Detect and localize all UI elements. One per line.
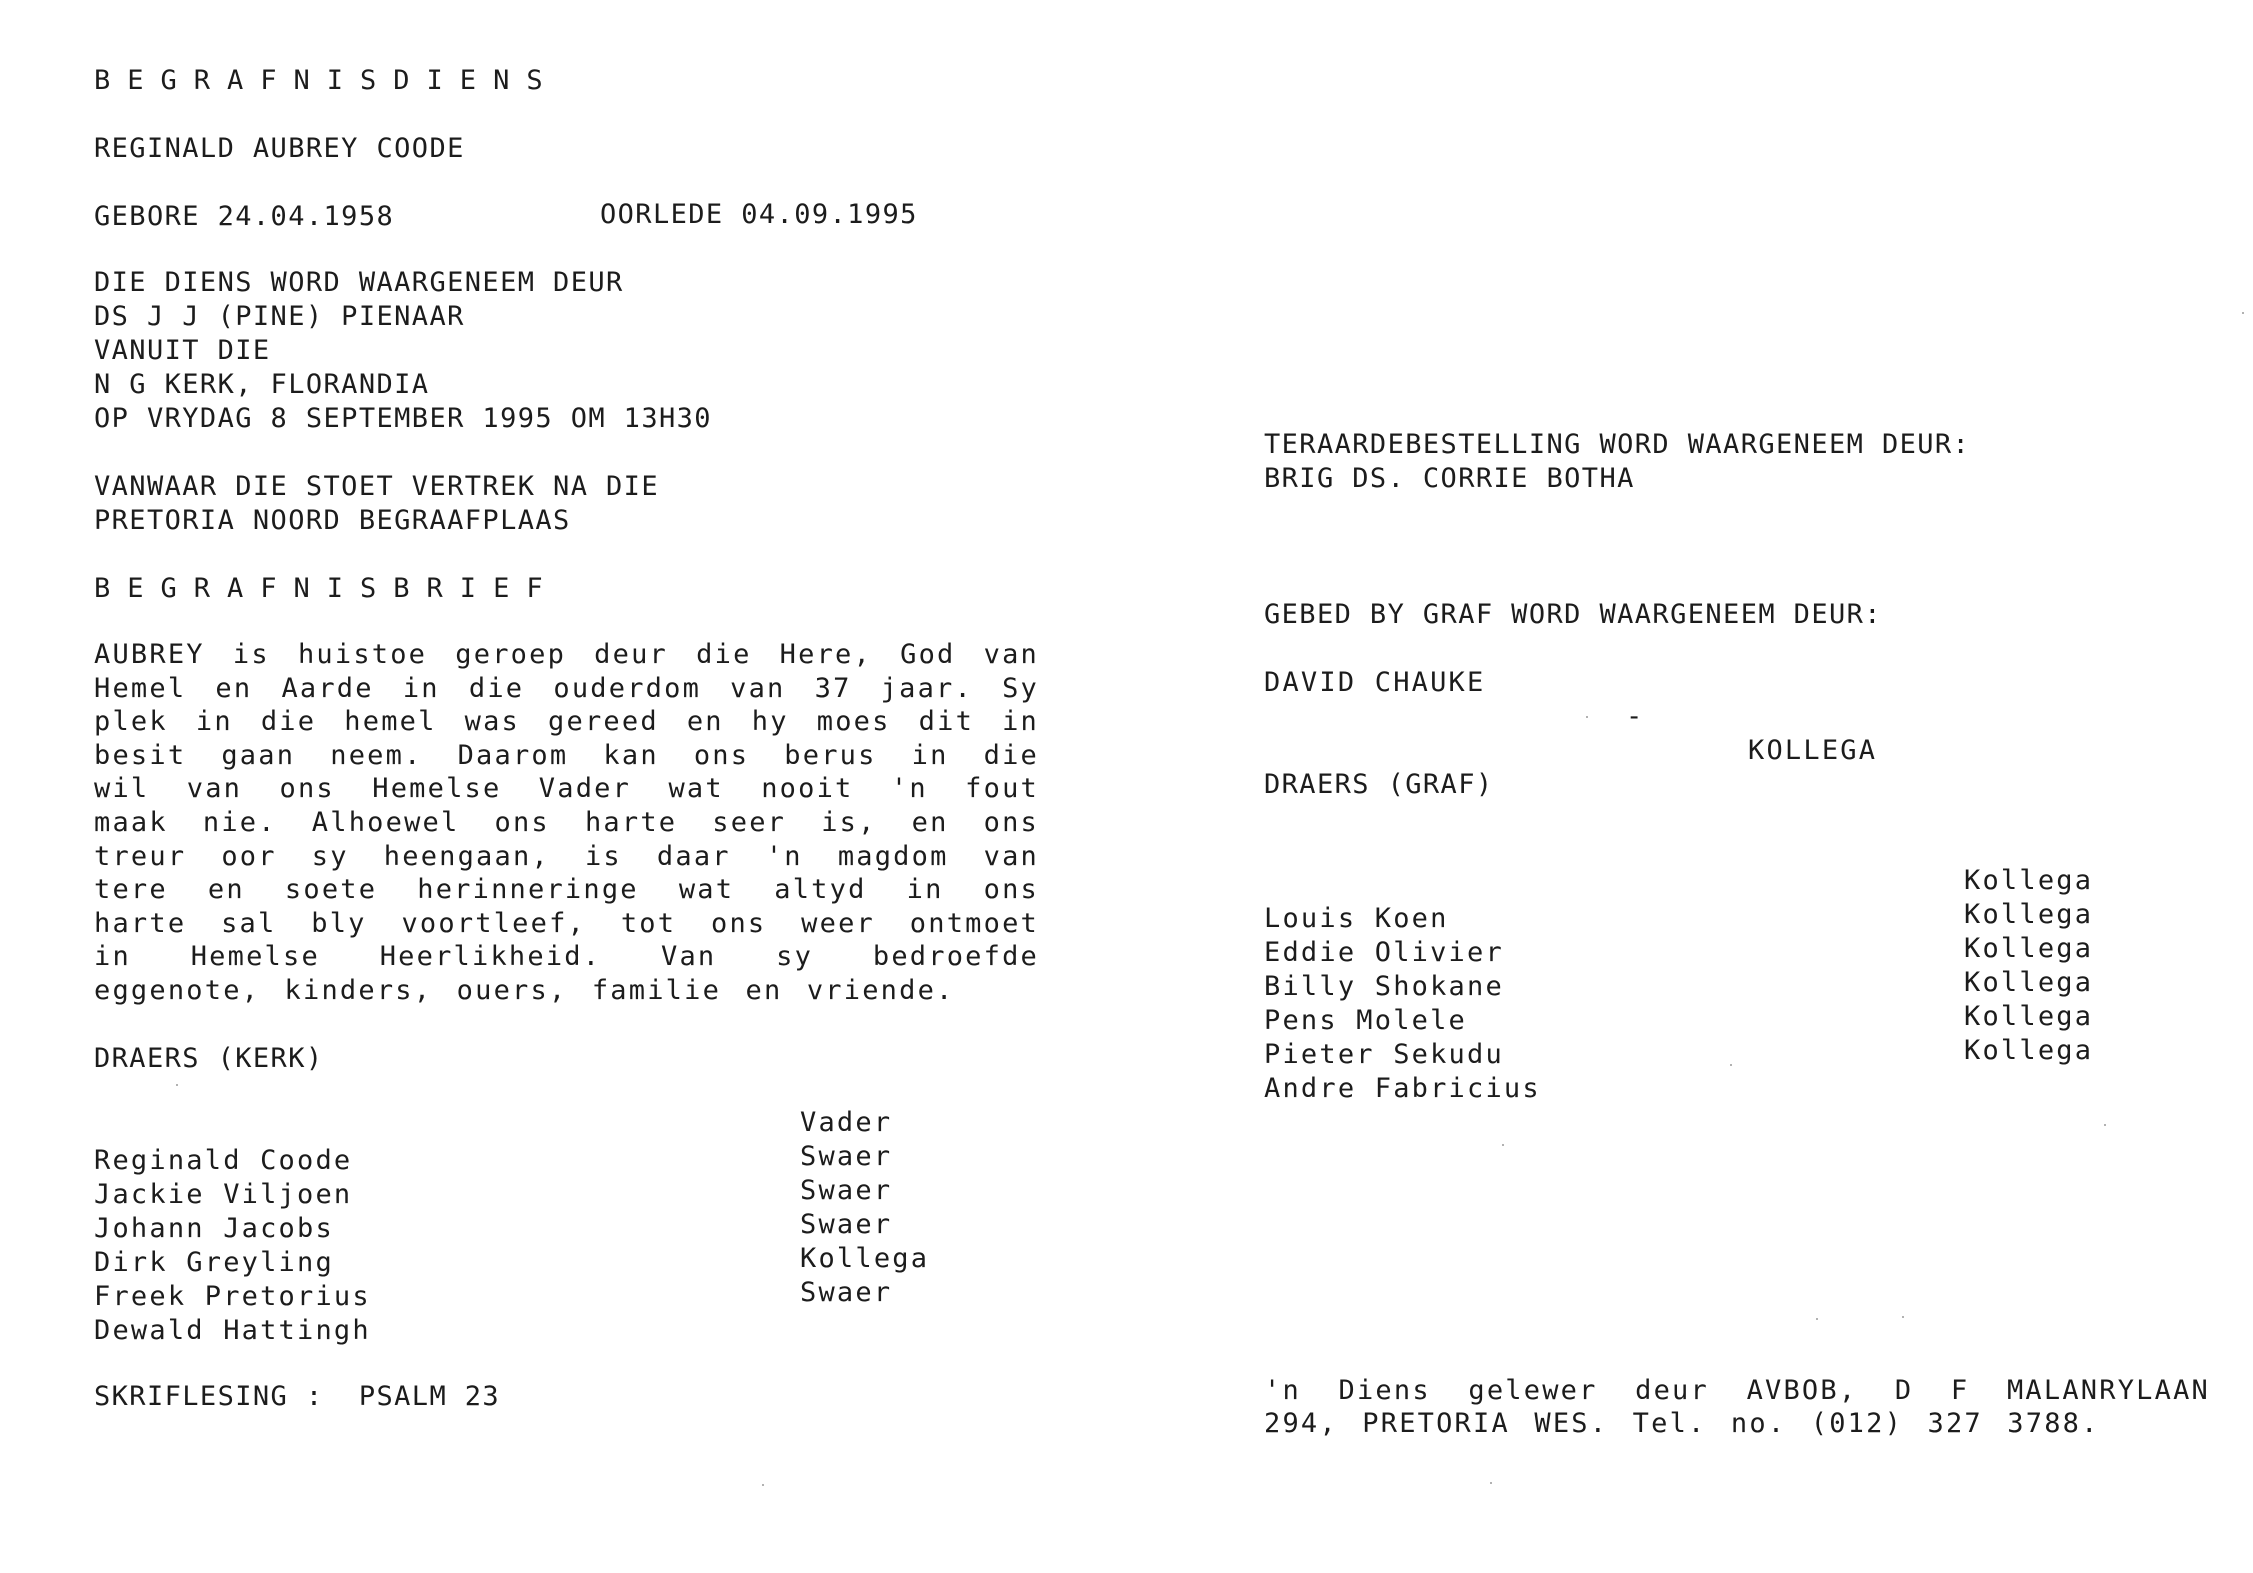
bearer-role: Kollega [1964, 865, 2094, 896]
bearer-role: Kollega [1964, 1001, 2094, 1032]
bearer-role: Kollega [1964, 933, 2094, 964]
scan-speck [762, 1484, 764, 1486]
bearer-role: Swaer [800, 1141, 893, 1172]
scan-speck [1730, 1064, 1732, 1066]
bearer-role: Kollega [1964, 967, 2094, 998]
grave-bearers-heading: DRAERS (GRAF) [1264, 769, 1494, 800]
bearer-name: Pieter Sekudu [1264, 1039, 1504, 1070]
scan-speck [176, 1084, 178, 1086]
burial-officiant: BRIG DS. CORRIE BOTHA [1264, 463, 1635, 494]
bearer-name: Eddie Olivier [1264, 937, 1504, 968]
letter-line: tere en soete herinneringe wat altyd in ons [94, 874, 1039, 906]
letter-line: in Hemelse Heerlikheid. Van sy bedroefde [94, 941, 1039, 973]
footer-line: 294, PRETORIA WES. Tel. no. (012) 327 3788. [1264, 1408, 2100, 1439]
undertaker-footer [1264, 1374, 2210, 1440]
burial-heading: TERAARDEBESTELLING WORD WAARGENEEM DEUR: [1264, 429, 1971, 460]
scan-speck [1490, 1482, 1492, 1484]
bearer-role: Kollega [1964, 899, 2094, 930]
letter-line: besit gaan neem. Daarom kan ons berus in die [94, 739, 1039, 771]
bearer-name: Johann Jacobs [94, 1213, 334, 1244]
death-date: OORLEDE 04.09.1995 [600, 199, 918, 230]
scan-speck [1502, 1144, 1504, 1146]
scripture-reading: SKRIFLESING : PSALM 23 [94, 1381, 501, 1412]
scan-speck [2104, 1124, 2106, 1126]
deceased-name: REGINALD AUBREY COODE [94, 133, 465, 164]
bearer-row [1264, 1035, 2164, 1174]
bearer-name: Jackie Viljoen [94, 1179, 353, 1210]
letter-line: AUBREY is huistoe geroep deur die Here, God van [94, 639, 1039, 670]
bearer-name: Andre Fabricius [1264, 1073, 1541, 1104]
prayer-dash: - [1626, 701, 1645, 732]
prayer-role: KOLLEGA [1748, 735, 1878, 766]
church-bearers-heading: DRAERS (KERK) [94, 1043, 324, 1074]
procession-line: PRETORIA NOORD BEGRAAFPLAAS [94, 505, 571, 536]
scan-speck [1586, 716, 1588, 718]
bearer-name: Pens Molele [1264, 1005, 1468, 1036]
footer-line: 'n Diens gelewer deur AVBOB, D F MALANRYLAAN [1264, 1375, 2210, 1406]
procession-line: VANWAAR DIE STOET VERTREK NA DIE [94, 471, 659, 502]
birth-date: GEBORE 24.04.1958 [94, 201, 395, 232]
document-title: BEGRAFNISDIENS [94, 65, 560, 96]
prayer-heading: GEBED BY GRAF WORD WAARGENEEM DEUR: [1264, 599, 1882, 630]
letter-line: treur oor sy heengaan, is daar 'n magdom van [94, 840, 1039, 872]
scan-speck [2242, 312, 2244, 314]
bearer-role: Kollega [1964, 1035, 2094, 1066]
letter-heading: BEGRAFNISBRIEF [94, 573, 560, 604]
service-line: DS J J (PINE) PIENAAR [94, 301, 465, 332]
bearer-name: Freek Pretorius [94, 1281, 371, 1312]
bearer-role: Swaer [800, 1175, 893, 1206]
funeral-letter [94, 638, 1039, 1008]
letter-line: wil van ons Hemelse Vader wat nooit 'n fout [94, 773, 1039, 805]
bearer-name: Dirk Greyling [94, 1247, 334, 1278]
service-line: OP VRYDAG 8 SEPTEMBER 1995 OM 13H30 [94, 403, 712, 434]
letter-line: Hemel en Aarde in die ouderdom van 37 jaar. Sy [94, 672, 1039, 704]
scan-speck [1902, 1316, 1904, 1318]
bearer-role: Kollega [800, 1243, 930, 1274]
prayer-name: DAVID CHAUKE [1264, 667, 1486, 698]
service-line: VANUIT DIE [94, 335, 271, 366]
bearer-name: Dewald Hattingh [94, 1315, 371, 1346]
service-line: N G KERK, FLORANDIA [94, 369, 430, 400]
letter-line: eggenote, kinders, ouers, familie en vriende. [94, 974, 955, 1006]
bearer-role: Vader [800, 1107, 893, 1138]
letter-line: plek in die hemel was gereed en hy moes dit in [94, 706, 1039, 738]
letter-line: maak nie. Alhoewel ons harte seer is, en ons [94, 806, 1039, 838]
service-line: DIE DIENS WORD WAARGENEEM DEUR [94, 267, 624, 298]
bearer-name: Louis Koen [1264, 903, 1449, 934]
scan-speck [1816, 1318, 1818, 1320]
letter-line: harte sal bly voortleef, tot ons weer ontmoet [94, 907, 1039, 939]
bearer-name: Billy Shokane [1264, 971, 1504, 1002]
bearer-name: Reginald Coode [94, 1145, 353, 1176]
bearer-role: Swaer [800, 1209, 893, 1240]
bearer-role: Swaer [800, 1277, 893, 1308]
